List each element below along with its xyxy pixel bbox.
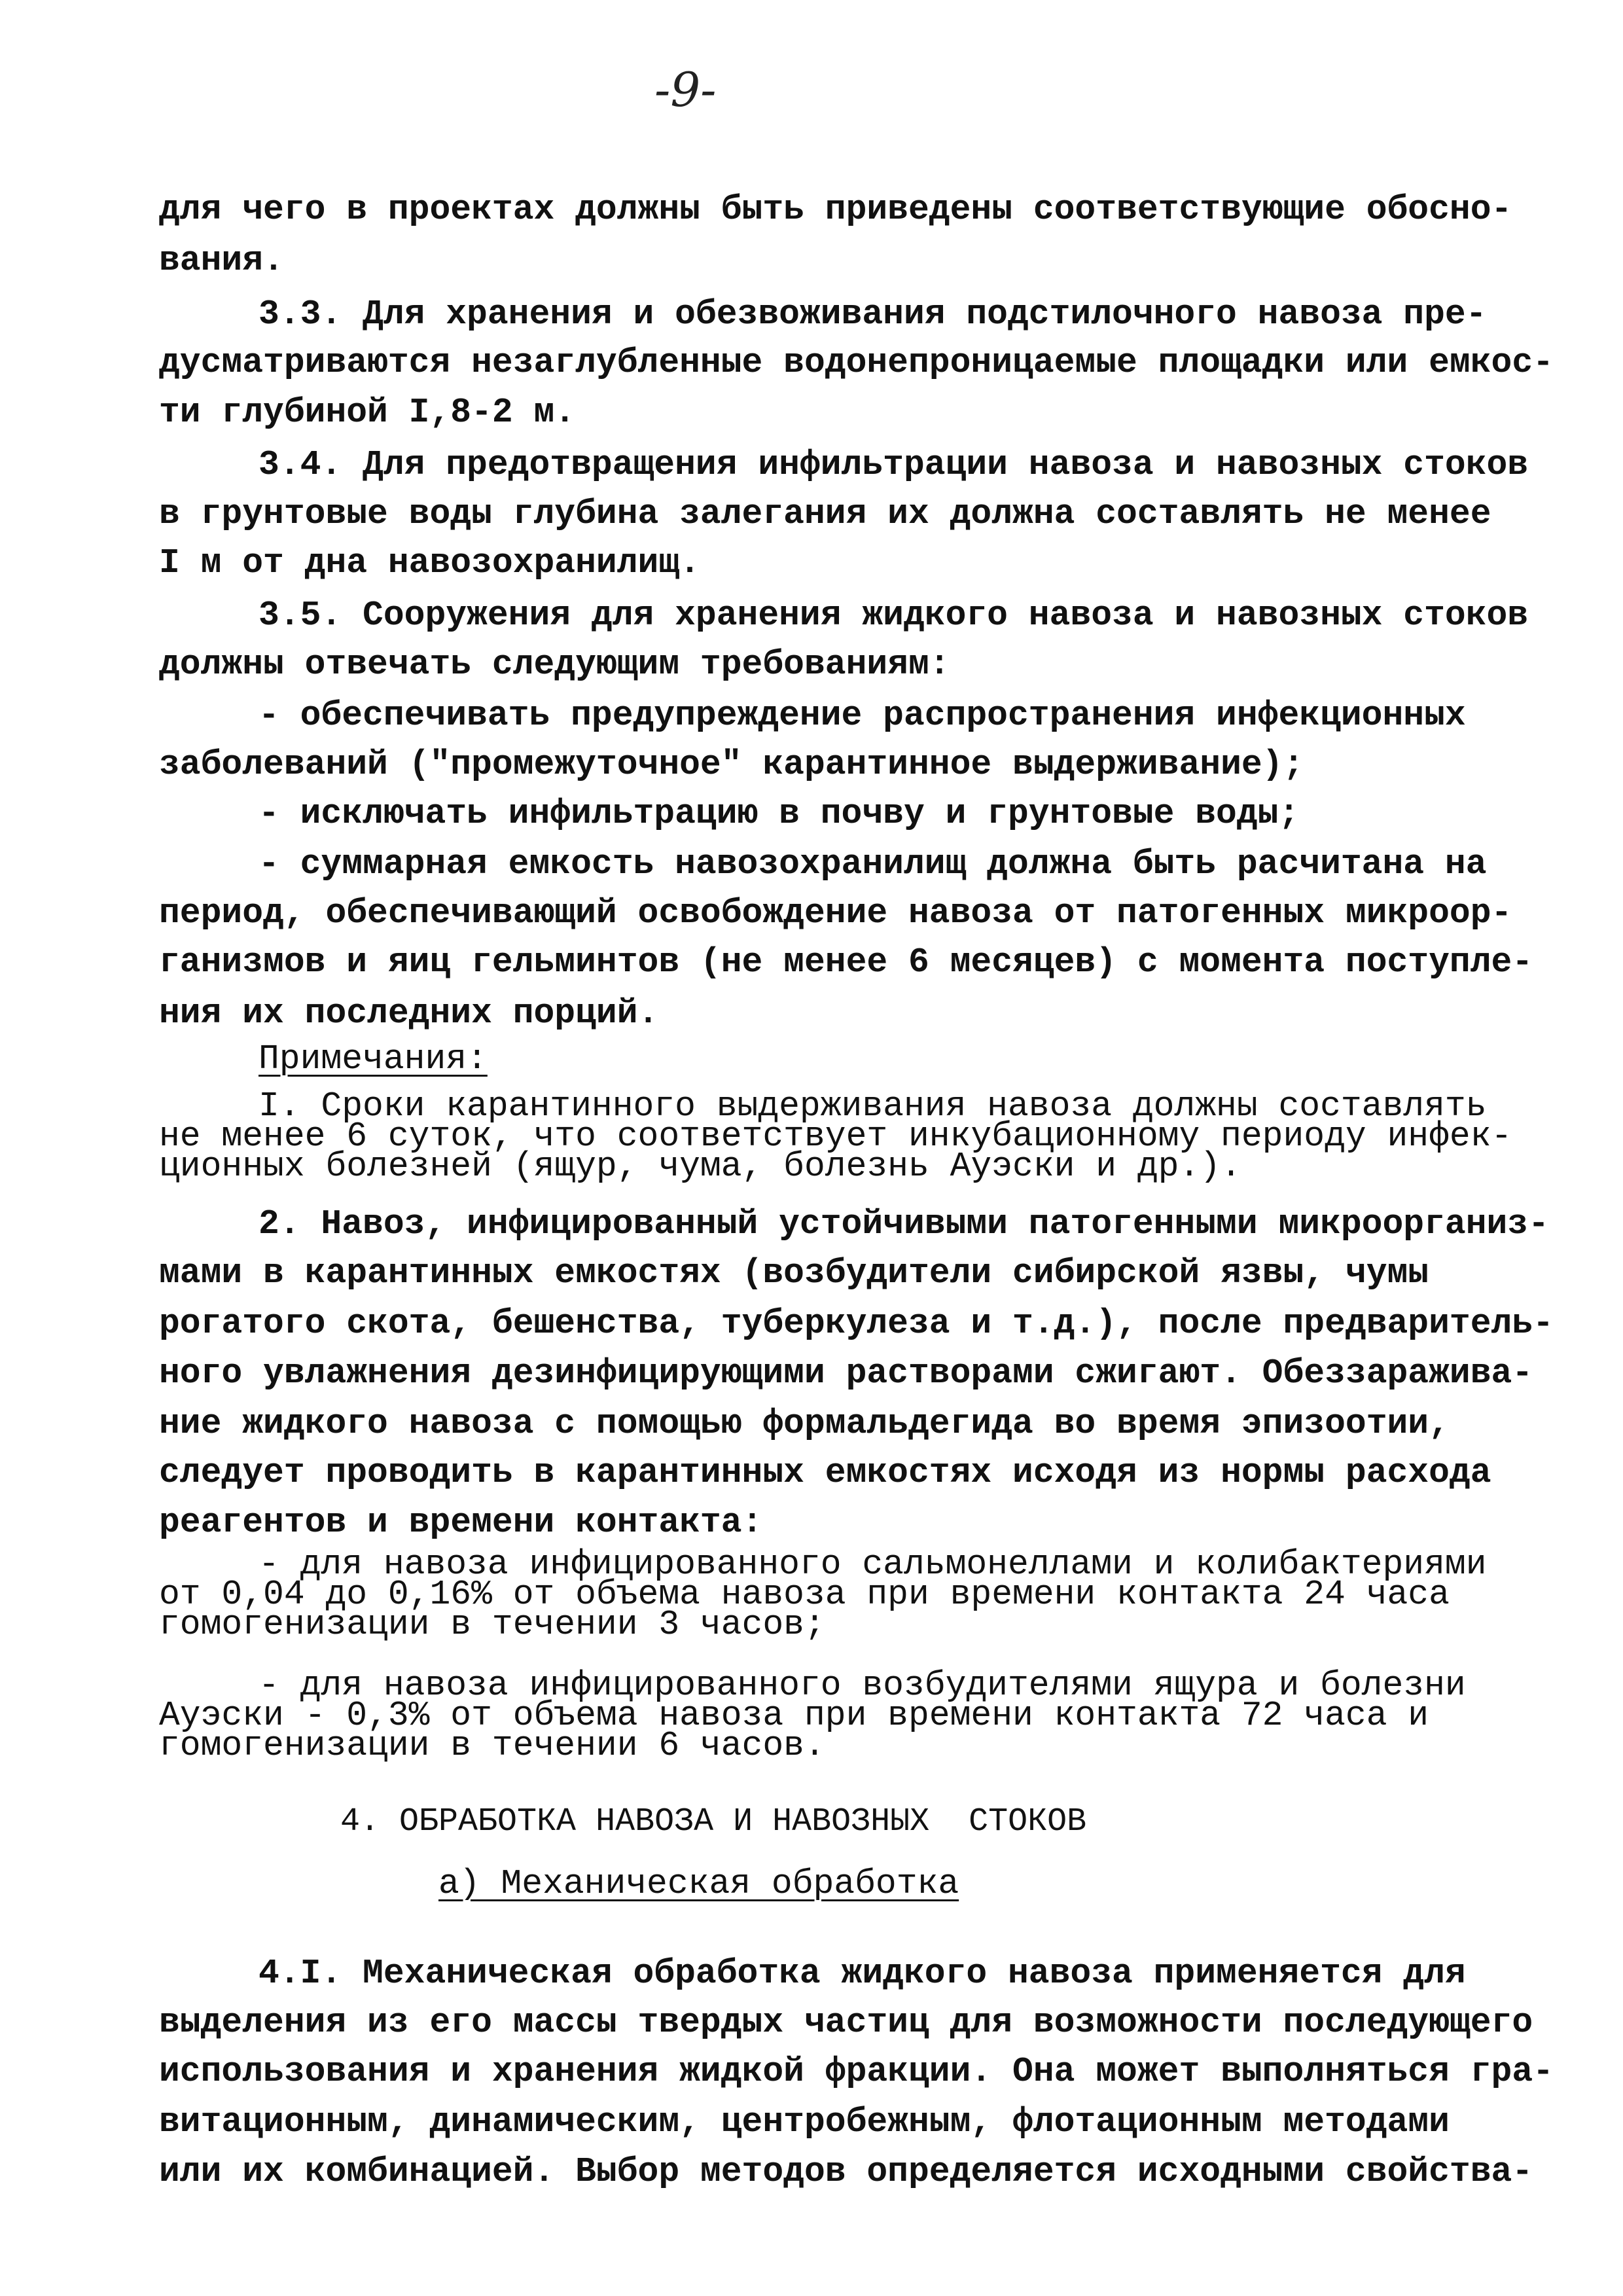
text-line: реагентов и времени контакта: <box>159 1503 763 1542</box>
note-line: от 0,04 до 0,16% от объема навоза при времени контакта 24 часа <box>159 1575 1450 1614</box>
page-number: -9- <box>654 62 717 117</box>
note-line: Ауэски - 0,3% от объема навоза при времени контакта 72 часа и <box>159 1696 1429 1735</box>
text-line: для чего в проектах должны быть приведены соответствующие обосно- <box>159 190 1512 229</box>
text-line: 3.4. Для предотвращения инфильтрации навоза и навозных стоков <box>259 445 1529 484</box>
text-line: 3.3. Для хранения и обезвоживания подстилочного навоза пре- <box>259 295 1487 334</box>
text-line: заболеваний ("промежуточное" карантинное выдерживание); <box>159 745 1304 784</box>
text-line: или их комбинацией. Выбор методов определяется исходными свойства- <box>159 2152 1533 2191</box>
note-line: - для навоза инфицированного сальмонеллами и колибактериями <box>259 1545 1487 1584</box>
text-line: мами в карантинных емкостях (возбудители сибирской язвы, чумы <box>159 1253 1429 1293</box>
text-line: использования и хранения жидкой фракции. Она может выполняться гра- <box>159 2052 1554 2091</box>
text-line: 2. Навоз, инфицированный устойчивыми патогенными микроорганиз- <box>259 1204 1549 1244</box>
text-line: в грунтовые воды глубина залегания их должна составлять не менее <box>159 494 1491 533</box>
text-line: ние жидкого навоза с помощью формальдегида во время эпизоотии, <box>159 1404 1450 1443</box>
section-heading: 4. ОБРАБОТКА НАВОЗА И НАВОЗНЫХ СТОКОВ <box>340 1803 1087 1840</box>
text-line: ти глубиной I,8-2 м. <box>159 393 576 432</box>
text-line: должны отвечать следующим требованиям: <box>159 645 950 684</box>
text-line: I м от дна навозохранилищ. <box>159 543 700 583</box>
text-line: рогатого скота, бешенства, туберкулеза и т.д.), после предваритель- <box>159 1304 1554 1343</box>
text-line: - обеспечивать предупреждение распространения инфекционных <box>259 696 1466 735</box>
text-line: - суммарная емкость навозохранилищ должна быть расчитана на <box>259 844 1487 884</box>
notes-heading: Примечания: <box>259 1039 488 1079</box>
text-line: вания. <box>159 241 284 280</box>
note-line: - для навоза инфицированного возбудителями ящура и болезни <box>259 1666 1466 1705</box>
subsection-heading: а) Механическая обработка <box>438 1864 959 1903</box>
note-line: гомогенизации в течении 6 часов. <box>159 1726 825 1765</box>
note-line: не менее 6 суток, что соответствует инкубационному периоду инфек- <box>159 1117 1512 1156</box>
text-line: следует проводить в карантинных емкостях исходя из нормы расхода <box>159 1453 1491 1492</box>
text-line: витационным, динамическим, центробежным, флотационным методами <box>159 2102 1450 2142</box>
note-line: гомогенизации в течении 3 часов; <box>159 1605 825 1644</box>
text-line: ганизмов и яиц гельминтов (не менее 6 месяцев) с момента поступле- <box>159 942 1533 982</box>
note-line: I. Сроки карантинного выдерживания навоза должны составлять <box>259 1086 1487 1126</box>
text-line: ного увлажнения дезинфицирующими растворами сжигают. Обеззаражива- <box>159 1354 1533 1393</box>
text-line: - исключать инфильтрацию в почву и грунтовые воды; <box>259 794 1300 833</box>
text-line: период, обеспечивающий освобождение навоза от патогенных микроор- <box>159 893 1512 933</box>
text-line: выделения из его массы твердых частиц для возможности последующего <box>159 2003 1533 2042</box>
text-line: 3.5. Сооружения для хранения жидкого навоза и навозных стоков <box>259 596 1529 635</box>
text-line: дусматриваются незаглубленные водонепроницаемые площадки или емкос- <box>159 343 1554 382</box>
note-line: ционных болезней (ящур, чума, болезнь Ауэски и др.). <box>159 1147 1241 1186</box>
text-line: ния их последних порций. <box>159 994 659 1033</box>
text-line: 4.I. Механическая обработка жидкого навоза применяется для <box>259 1954 1466 1993</box>
